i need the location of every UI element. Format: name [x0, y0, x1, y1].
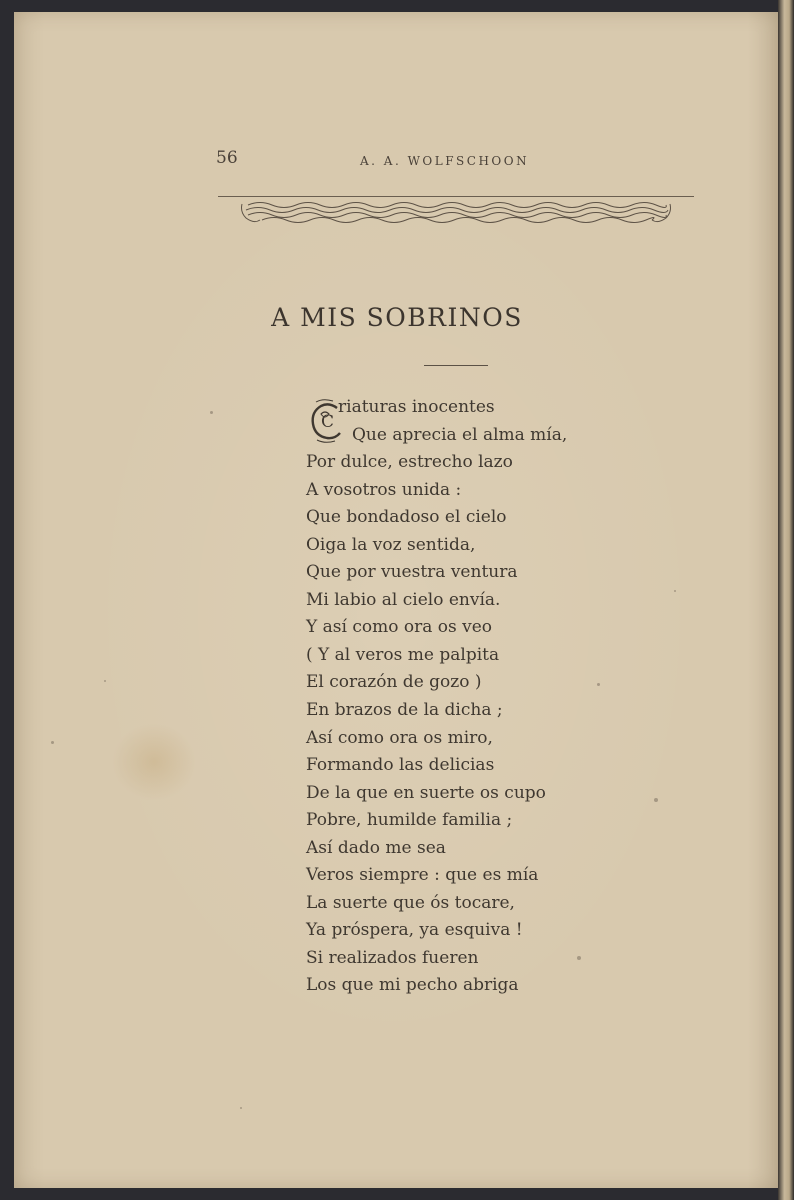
poem-line: Que aprecia el alma mía,: [352, 424, 568, 445]
poem-line: Pobre, humilde familia ;: [306, 810, 513, 831]
poem-line: A vosotros unida :: [306, 479, 462, 500]
header-rule: [218, 196, 694, 197]
paper-speck: [674, 590, 676, 592]
paper-speck: [51, 741, 54, 744]
paper-speck: [654, 798, 658, 802]
poem-body: [306, 394, 567, 1000]
drop-cap-letter: C: [321, 412, 335, 432]
poem-title: A MIS SOBRINOS: [271, 303, 523, 332]
title-rule: [424, 365, 488, 366]
poem-line: De la que en suerte os cupo: [306, 782, 546, 803]
paper-speck: [597, 683, 600, 686]
poem-line: Así dado me sea: [306, 837, 446, 858]
poem-line: Que bondadoso el cielo: [306, 507, 507, 528]
poem-line: El corazón de gozo ): [306, 672, 482, 693]
poem-line: Veros siempre : que es mía: [306, 865, 539, 886]
adjacent-page-edge: [778, 0, 794, 1200]
page-number: 56: [216, 148, 238, 168]
poem-line: Mi labio al cielo envía.: [306, 589, 501, 610]
poem-line: Por dulce, estrecho lazo: [306, 452, 513, 473]
paper-speck: [104, 680, 106, 682]
poem-line: Oiga la voz sentida,: [306, 534, 476, 555]
poem-line: Formando las delicias: [306, 755, 495, 776]
poem-line: Ya próspera, ya esquiva !: [306, 920, 523, 941]
poem-line: La suerte que ós tocare,: [306, 892, 515, 913]
wave-ornament-icon: [236, 198, 676, 226]
paper-speck: [577, 956, 581, 960]
poem-line: Y así como ora os veo: [306, 617, 493, 638]
poem-line: En brazos de la dicha ;: [306, 700, 503, 721]
paper-speck: [240, 1107, 242, 1109]
paper-speck: [210, 411, 213, 414]
running-header-author: A. A. WOLFSCHOON: [360, 154, 530, 168]
poem-line: riaturas inocentes: [338, 397, 495, 417]
poem-line: Así como ora os miro,: [306, 727, 493, 748]
poem-line: Si realizados fueren: [306, 947, 479, 968]
poem-line: Los que mi pecho abriga: [306, 975, 519, 996]
poem-line: Que por vuestra ventura: [306, 562, 518, 583]
poem-line: ( Y al veros me palpita: [306, 644, 500, 665]
